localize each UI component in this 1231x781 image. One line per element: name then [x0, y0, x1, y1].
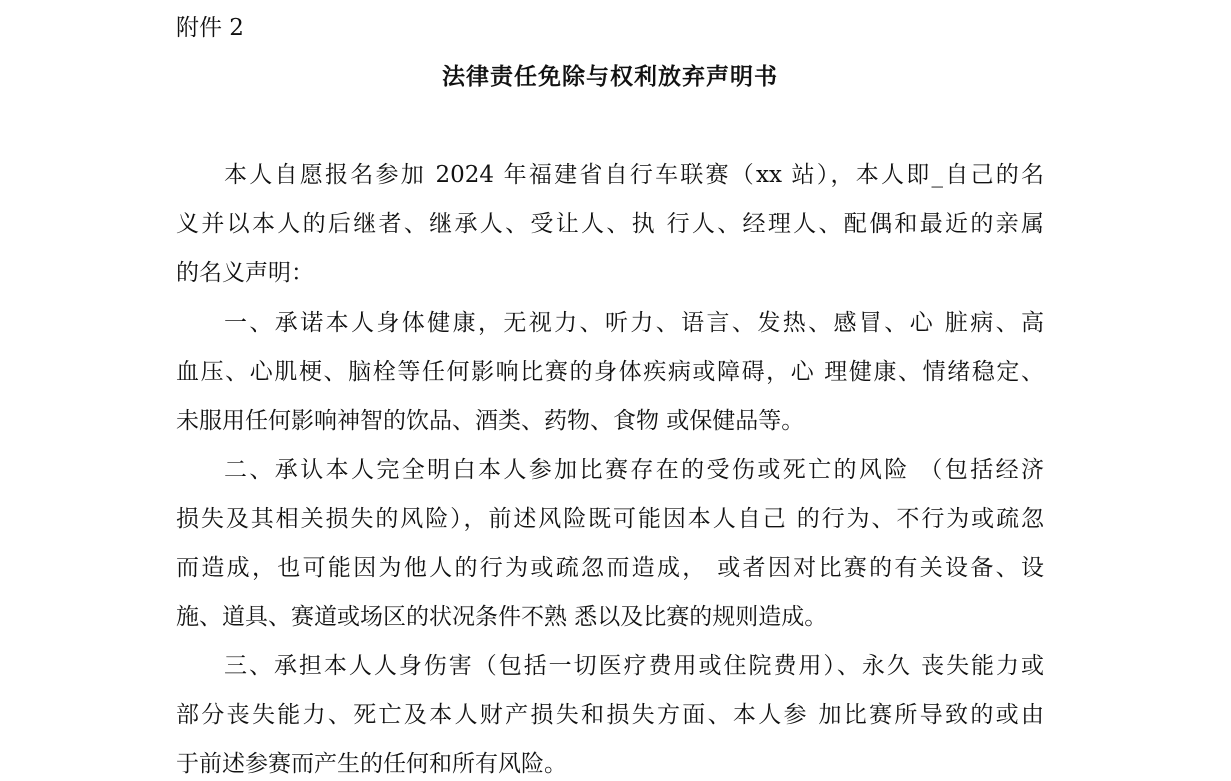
- attachment-label: 附件 2: [176, 15, 244, 41]
- paragraph-line: 义并以本人的后继者、继承人、受让人、执 行人、经理人、配偶和最近的亲属: [176, 211, 1044, 237]
- clause-3-line: 部分丧失能力、死亡及本人财产损失和损失方面、本人参 加比赛所导致的或由: [176, 702, 1044, 728]
- clause-1-line: 一、承诺本人身体健康，无视力、听力、语言、发热、感冒、心 脏病、高: [224, 310, 1044, 336]
- clause-3-line: 于前述参赛而产生的任何和所有风险。: [176, 751, 567, 777]
- clause-2-line: 施、道具、赛道或场区的状况条件不熟 悉以及比赛的规则造成。: [176, 604, 828, 630]
- clause-1-line: 血压、心肌梗、脑栓等任何影响比赛的身体疾病或障碍，心 理健康、情绪稳定、: [176, 359, 1044, 385]
- paragraph-line: 的名义声明：: [176, 260, 314, 286]
- clause-3-line: 三、承担本人人身伤害（包括一切医疗费用或住院费用）、永久 丧失能力或: [224, 653, 1044, 679]
- clause-2-line: 二、承认本人完全明白本人参加比赛存在的受伤或死亡的风险 （包括经济: [224, 457, 1044, 483]
- clause-2-line: 损失及其相关损失的风险），前述风险既可能因本人自己 的行为、不行为或疏忽: [176, 506, 1044, 532]
- paragraph-line: 本人自愿报名参加 2024 年福建省自行车联赛（xx 站），本人即_自己的名: [224, 162, 1044, 188]
- document-title: 法律责任免除与权利放弃声明书: [442, 63, 778, 90]
- clause-2-line: 而造成，也可能因为他人的行为或疏忽而造成， 或者因对比赛的有关设备、设: [176, 555, 1044, 581]
- document-page: [176, 0, 1044, 781]
- clause-1-line: 未服用任何影响神智的饮品、酒类、药物、食物 或保健品等。: [176, 408, 805, 434]
